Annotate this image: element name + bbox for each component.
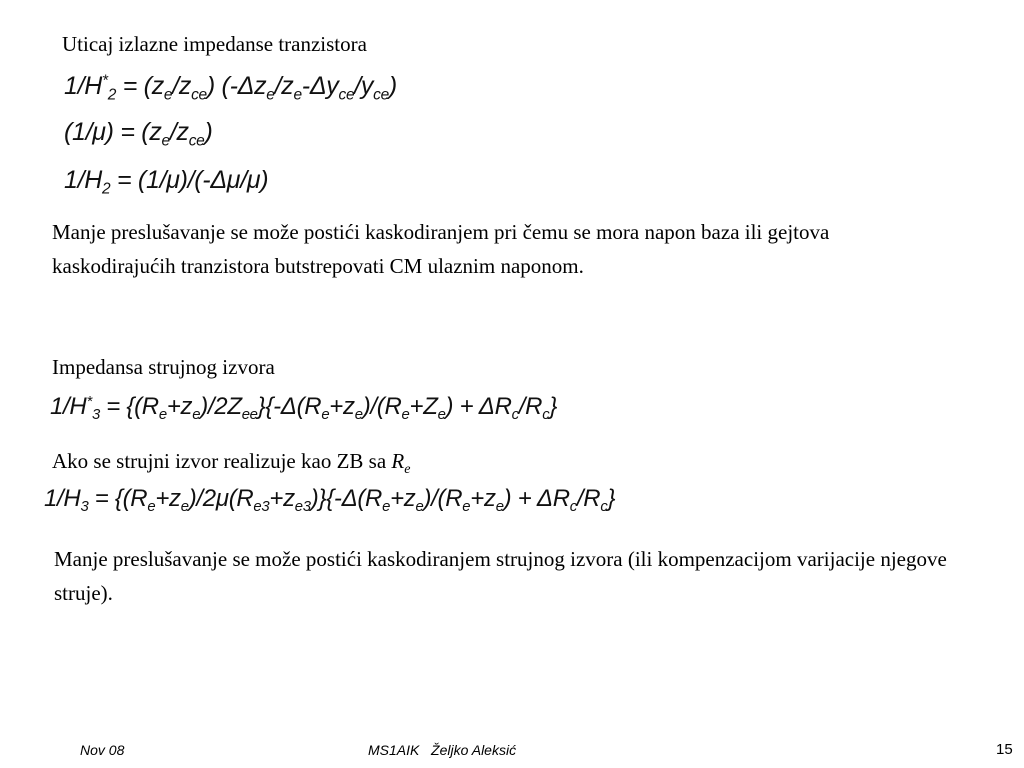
equation-4 [50, 393, 558, 424]
equation-1-render: $1/H^*_2 = (z_e/z_{ce})$ $(-\Delta z_e/z_e-\Delta y_{ce}/y_{ce})$ [64, 72, 397, 104]
footer-date: Nov 08 [80, 742, 125, 758]
page-number: 15 [996, 741, 1013, 758]
zb-line-variable: R [391, 449, 405, 473]
section-title-current-source: Impedansa strujnog izvora [52, 355, 275, 379]
paragraph-cascode-note: Manje preslušavanje se može postići kaskodiranjem pri čemu se mora napon baza ili gejtova kaskodirajućih tranzistora butstrepovati CM ulaznim naponom. [52, 220, 830, 278]
equation-2-render: $(1/\mu) = (z_e/z_{ce})$ [64, 118, 213, 150]
equation-3-render: $1/H_2 = (1/\mu)/(-\Delta\mu/\mu)$ [64, 166, 269, 198]
equation-1 [64, 72, 397, 104]
equation-4-render: $1/H^*_3 = \{(R_e+z_e)/2Z_{ee}\}\{-\Delta(R_e+z_e)/(R_e+Z_e) + \Delta R_c/R_c\}$ [50, 393, 558, 424]
paragraph-current-source-note: Manje preslušavanje se može postići kaskodiranjem strujnog izvora (ili kompenzacijom varijacije njegove struje). [54, 547, 947, 605]
section-title-output-impedance: Uticaj izlazne impedanse tranzistora [62, 32, 367, 56]
equation-2 [64, 118, 213, 150]
footer-course-author: MS1AIK Željko Aleksić [368, 742, 517, 758]
equation-5-render: $1/H_3 = \{(R_e+z_e)/2\mu(R_{e3}+z_{e3})\}\{-\Delta(R_e+z_e)/(R_e+z_e) + \Delta R_c/R_c\}$ [44, 485, 616, 516]
zb-line-text: Ako se strujni izvor realizuje kao ZB sa [52, 449, 392, 473]
zb-realization-line [52, 444, 410, 487]
equation-3 [64, 166, 269, 198]
equation-5 [44, 485, 616, 516]
zb-line-subscript: e [404, 462, 411, 478]
